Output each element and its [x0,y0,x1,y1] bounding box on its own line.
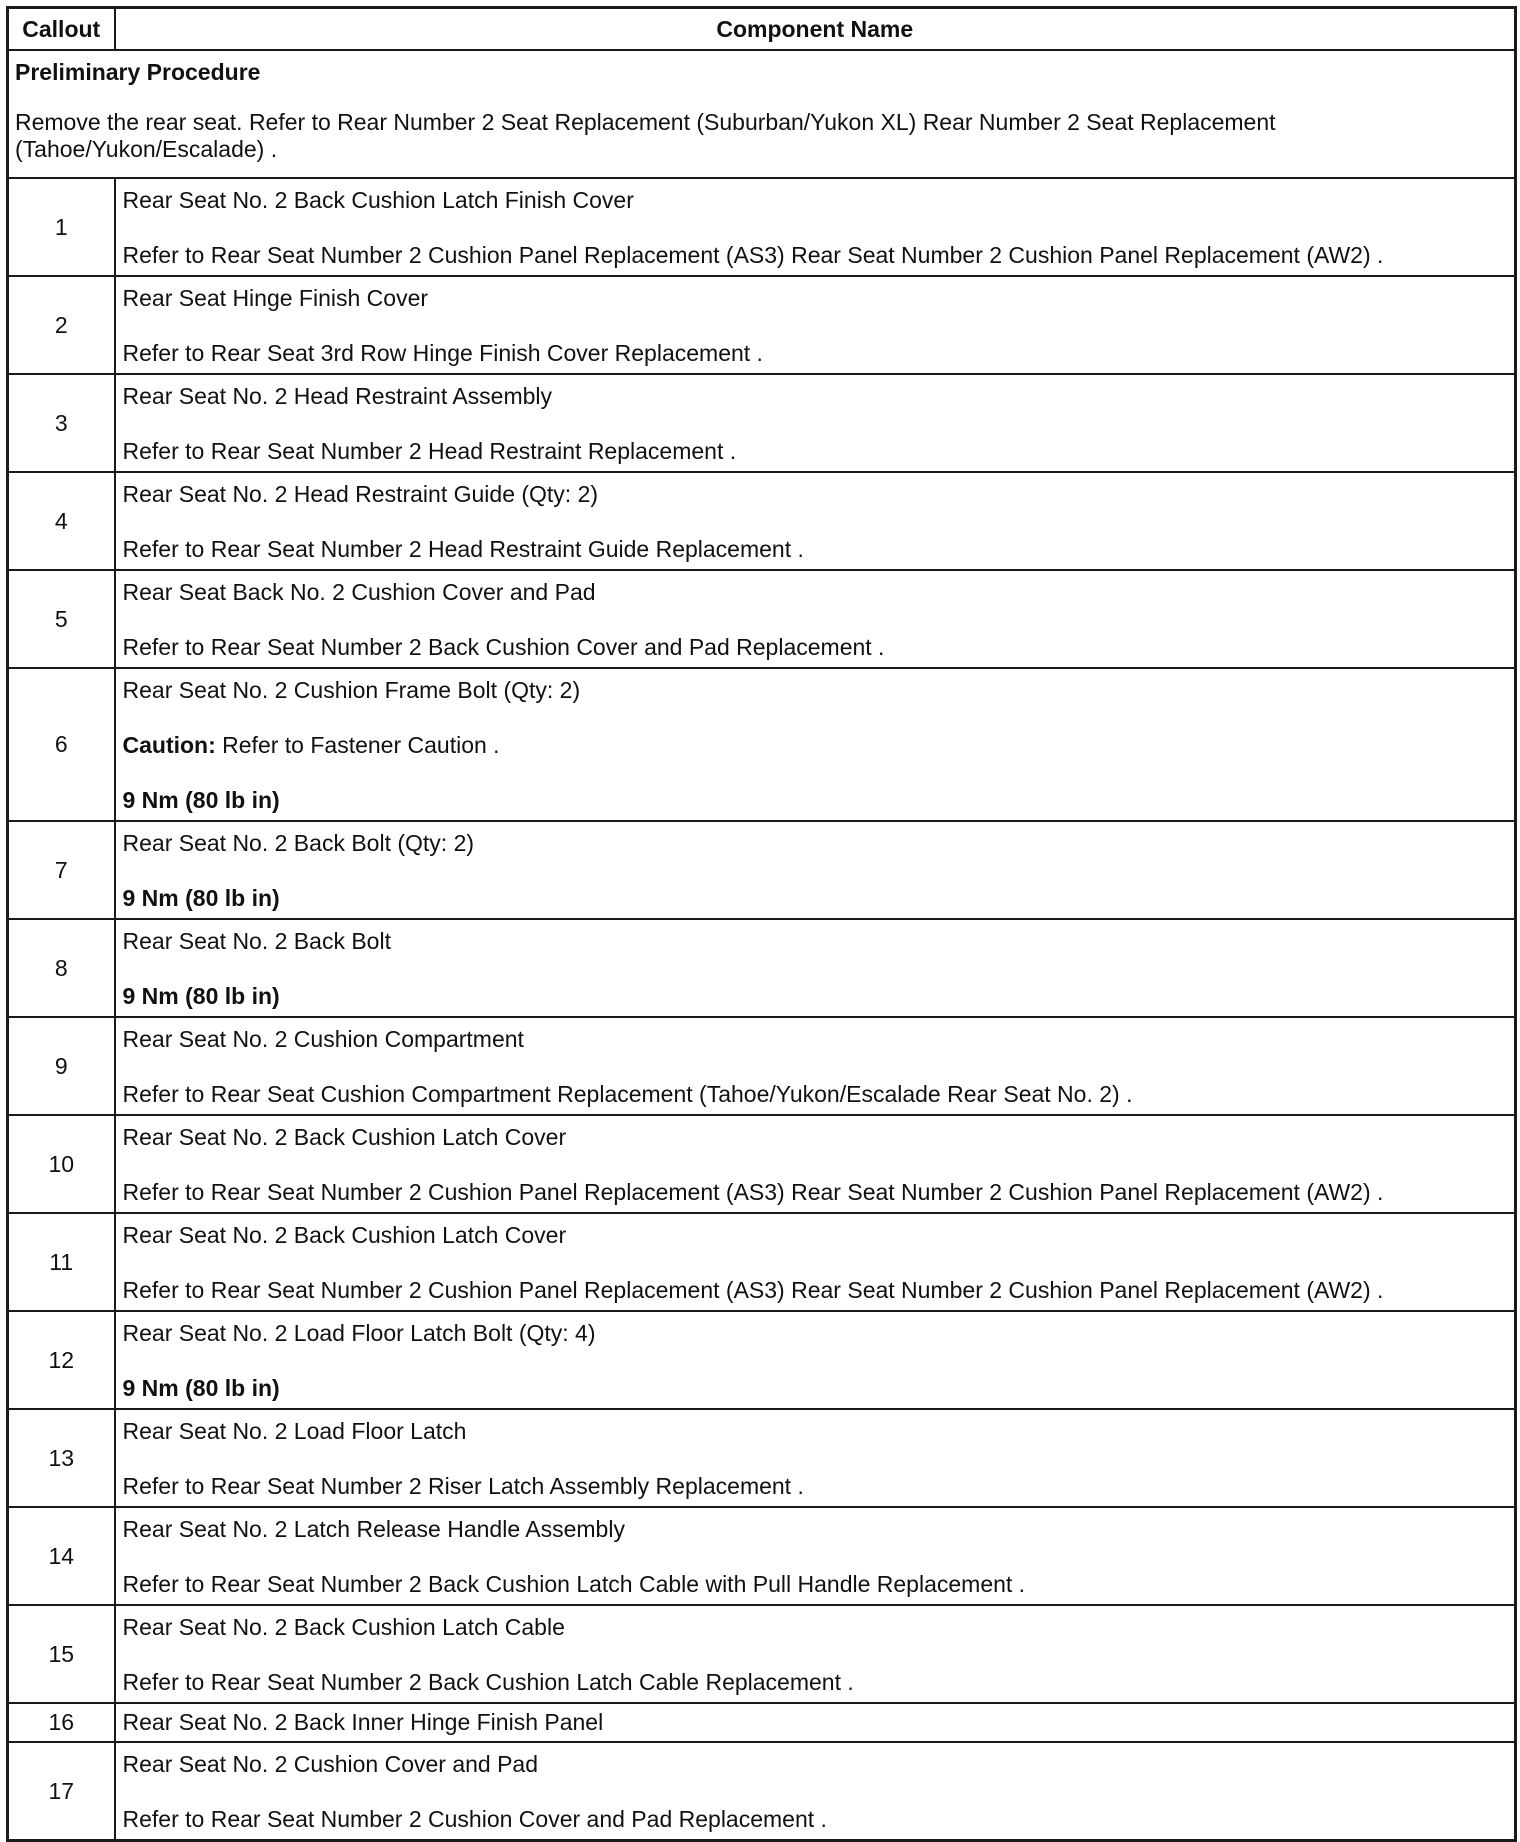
caution-text: Refer to Fastener Caution . [215,732,500,758]
preliminary-row [8,50,1516,178]
component-name: Rear Seat Hinge Finish Cover [122,285,429,311]
table-row [8,1703,1516,1742]
refer-text: Refer to Rear Seat Number 2 Back Cushion Latch Cable Replacement . [122,1669,854,1695]
callout-cell: 17 [8,1742,115,1841]
table-row [8,374,1516,472]
callout-cell: 5 [8,570,115,668]
component-name: Rear Seat No. 2 Latch Release Handle Assembly [122,1516,625,1542]
preliminary-cell [8,50,1516,178]
preliminary-text: Remove the rear seat. Refer to Rear Number 2 Seat Replacement (Suburban/Yukon XL) Rear Number 2 Seat Replacement (Tahoe/Yukon/Escalade) . [15,109,1276,162]
refer-text: Refer to Rear Seat Number 2 Head Restraint Replacement . [122,438,737,464]
component-name: Rear Seat No. 2 Back Cushion Latch Cover [122,1222,567,1248]
component-name: Rear Seat No. 2 Cushion Cover and Pad [122,1751,539,1777]
refer-text: Refer to Rear Seat Number 2 Riser Latch Assembly Replacement . [122,1473,804,1499]
component-cell [115,1213,1516,1311]
table-row [8,821,1516,919]
component-cell [115,374,1516,472]
caution-note [123,732,1507,759]
parts-table-container [6,6,1514,1842]
table-row [8,919,1516,1017]
table-row [8,1605,1516,1703]
table-row [8,1507,1516,1605]
component-cell [115,570,1516,668]
component-name: Rear Seat No. 2 Back Cushion Latch Cable [122,1614,565,1640]
callout-cell: 1 [8,178,115,276]
refer-text: Refer to Rear Seat Number 2 Head Restraint Guide Replacement . [122,536,804,562]
refer-text: Refer to Rear Seat Cushion Compartment Replacement (Tahoe/Yukon/Escalade Rear Seat No. 2) . [122,1081,1133,1107]
table-row [8,1742,1516,1841]
preliminary-title: Preliminary Procedure [15,59,261,85]
component-cell [115,1311,1516,1409]
callout-cell: 16 [8,1703,115,1742]
refer-text: Refer to Rear Seat Number 2 Cushion Panel Replacement (AS3) Rear Seat Number 2 Cushion Panel Replacement (AW2) . [122,1179,1384,1205]
component-cell [115,178,1516,276]
callout-cell: 9 [8,1017,115,1115]
component-cell [115,919,1516,1017]
torque-spec: 9 Nm (80 lb in) [122,885,280,911]
callout-cell: 11 [8,1213,115,1311]
callout-cell: 12 [8,1311,115,1409]
callout-cell: 7 [8,821,115,919]
component-cell [115,821,1516,919]
callout-cell: 14 [8,1507,115,1605]
component-name: Rear Seat No. 2 Head Restraint Assembly [122,383,553,409]
component-name: Rear Seat No. 2 Cushion Frame Bolt (Qty: 2) [122,677,581,703]
component-name: Rear Seat No. 2 Back Bolt (Qty: 2) [122,830,475,856]
component-cell [115,1017,1516,1115]
component-name: Rear Seat Back No. 2 Cushion Cover and Pad [122,579,596,605]
torque-spec: 9 Nm (80 lb in) [122,787,280,813]
refer-text: Refer to Rear Seat Number 2 Cushion Cover and Pad Replacement . [122,1806,827,1832]
header-row [8,8,1516,51]
table-row [8,1017,1516,1115]
component-name-header: Component Name [115,8,1516,51]
component-cell [115,1115,1516,1213]
table-row [8,1115,1516,1213]
callout-cell: 4 [8,472,115,570]
callout-header: Callout [8,8,115,51]
torque-spec: 9 Nm (80 lb in) [122,983,280,1009]
table-row [8,472,1516,570]
component-cell [115,668,1516,821]
torque-spec: 9 Nm (80 lb in) [122,1375,280,1401]
component-name: Rear Seat No. 2 Back Cushion Latch Finish Cover [122,187,634,213]
table-row [8,1409,1516,1507]
table-row [8,276,1516,374]
table-row [8,178,1516,276]
callout-cell: 6 [8,668,115,821]
table-row [8,570,1516,668]
callout-cell: 15 [8,1605,115,1703]
callout-cell: 10 [8,1115,115,1213]
component-name: Rear Seat No. 2 Load Floor Latch Bolt (Qty: 4) [122,1320,596,1346]
component-name: Rear Seat No. 2 Load Floor Latch [122,1418,467,1444]
refer-text: Refer to Rear Seat Number 2 Cushion Panel Replacement (AS3) Rear Seat Number 2 Cushion Panel Replacement (AW2) . [122,1277,1384,1303]
component-name: Rear Seat No. 2 Cushion Compartment [122,1026,524,1052]
refer-text: Refer to Rear Seat Number 2 Back Cushion Latch Cable with Pull Handle Replacement . [122,1571,1026,1597]
component-cell [115,1605,1516,1703]
component-name: Rear Seat No. 2 Back Bolt [122,928,391,954]
component-cell [115,1703,1516,1742]
component-cell [115,472,1516,570]
callout-cell: 13 [8,1409,115,1507]
callout-cell: 8 [8,919,115,1017]
table-row [8,1213,1516,1311]
callout-cell: 3 [8,374,115,472]
component-cell [115,1742,1516,1841]
refer-text: Refer to Rear Seat 3rd Row Hinge Finish Cover Replacement . [122,340,763,366]
table-row [8,668,1516,821]
refer-text: Refer to Rear Seat Number 2 Cushion Panel Replacement (AS3) Rear Seat Number 2 Cushion Panel Replacement (AW2) . [122,242,1384,268]
refer-text: Refer to Rear Seat Number 2 Back Cushion Cover and Pad Replacement . [122,634,885,660]
component-cell [115,1409,1516,1507]
component-name: Rear Seat No. 2 Back Inner Hinge Finish Panel [122,1709,604,1735]
component-name: Rear Seat No. 2 Head Restraint Guide (Qty: 2) [122,481,599,507]
component-name: Rear Seat No. 2 Back Cushion Latch Cover [122,1124,567,1150]
table-row [8,1311,1516,1409]
parts-table [6,6,1517,1842]
caution-label: Caution: [122,732,216,758]
component-cell [115,1507,1516,1605]
component-cell [115,276,1516,374]
callout-cell: 2 [8,276,115,374]
